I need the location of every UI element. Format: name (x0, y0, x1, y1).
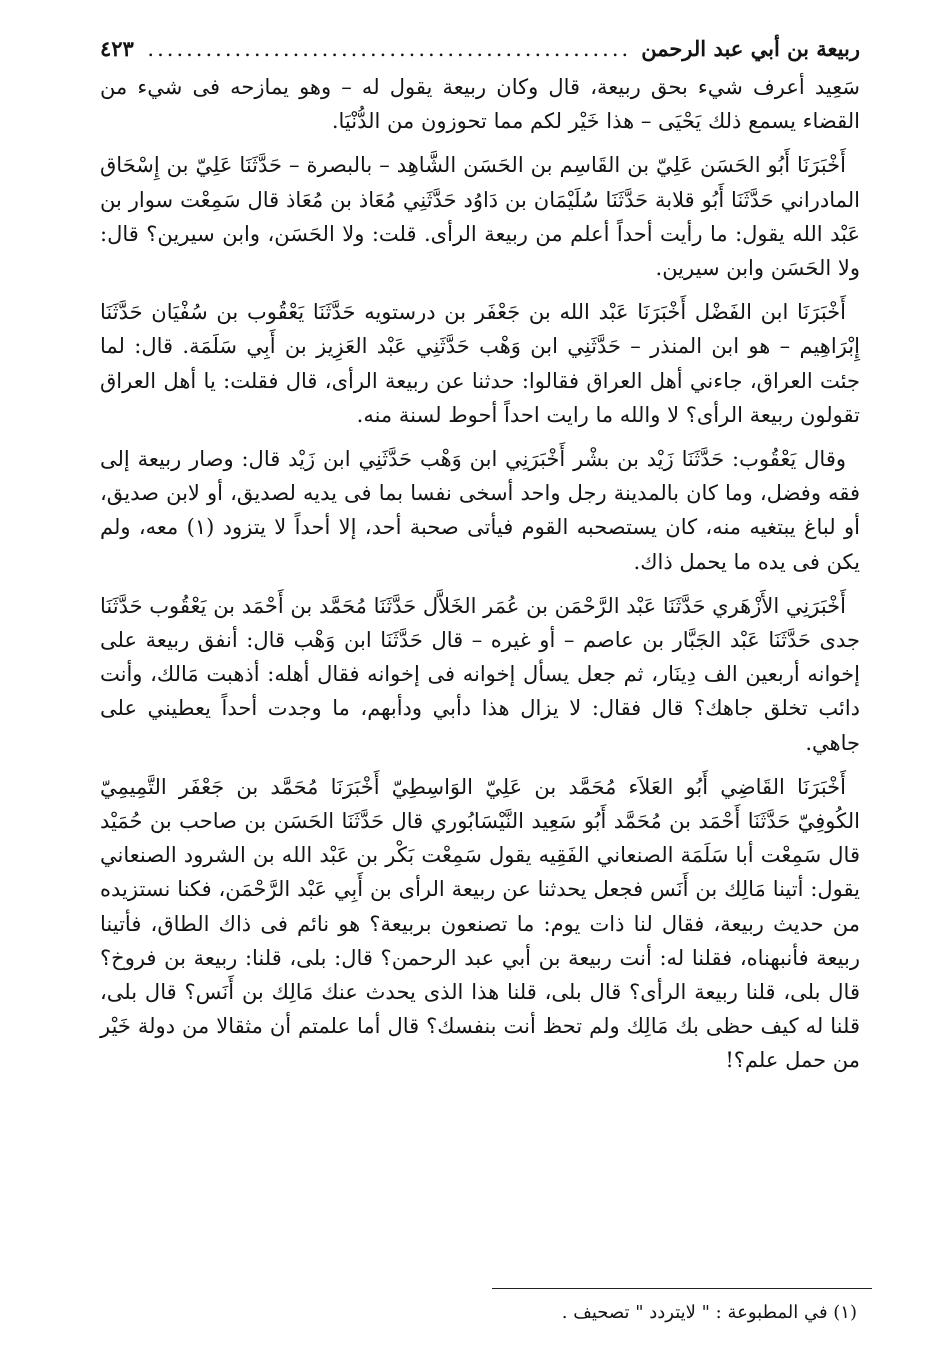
header-title: ربيعة بن أبي عبد الرحمن (641, 36, 860, 61)
paragraph-6: أَخْبَرَنَا القَاضِي أَبُو العَلاَء مُحَمَّد بن عَلِيّ الوَاسِطِيّ أَخْبَرَنَا مُحَمَّد بن جَعْفَر التَّمِيمِيّ الكُوفِيّ حَدَّثَنَا أَحْمَد بن مُحَمَّد أَبُو سَعِيد النَّيْسَابُوري قال حَدَّثَنَا الحَسَن بن صاحب بن حُمَيْد قال سَمِعْت أبا سَلَمَة الصنعاني الفَقِيه يقول سَمِعْت بَكْر بن عَبْد الله بن الشرود الصنعاني يقول: أتينا مَالِك بن أَنَس فجعل يحدثنا عن ربيعة الرأى بن أَبِي عَبْد الرَّحْمَن، فكنا نستزيده من حديث ربيعة، فقال لنا ذات يوم: ما تصنعون بربيعة؟ هو نائم فى ذاك الطاق، فأتينا ربيعة فأنبهناه، فقلنا له: أنت ربيعة بن أبي عبد الرحمن؟ قال: بلى، قلنا: ربيعة بن فروخ؟ قال بلى، قلنا ربيعة الرأى؟ قال بلى، قلنا هذا الذى يحدث عنك مَالِك بن أَنَس؟ قال بلى، قلنا له كيف حظى بك مَالِك ولم تحظ أنت بنفسك؟ قال أما علمتم أن مثقالا من دولة خَيْر من حمل علم؟! (100, 774, 860, 1073)
header-leader-dots (144, 30, 631, 68)
footnote-divider (492, 1288, 872, 1289)
paragraph-1: سَعِيد أعرف شيء بحق ربيعة، قال وكان ربيعة يقول له – وهو يمازحه فى شيء من القضاء يسمع ذلك يَحْيَى – هذا خَيْر لكم مما تحوزون من الدُّنْيَا. (100, 75, 860, 134)
main-text (100, 70, 860, 1078)
paragraph-3: أَخْبَرَنَا ابن الفَضْل أَخْبَرَنَا عَبْد الله بن جَعْفَر بن درستويه حَدَّثَنَا يَعْقُوب بن سُفْيَان حَدَّثَنَا إِبْرَاهِيم – هو ابن المنذر – حَدَّثَنِي ابن وَهْب حَدَّثَنِي عَبْد العَزِيز بن أَبِي سَلَمَة. قال: لما جئت العراق، جاءني أهل العراق فقالوا: حدثنا عن ربيعة الرأى، قال فقلت: يا أهل العراق تقولون ربيعة الرأى؟ لا والله ما رايت احداً أحوط لسنة منه. (100, 300, 860, 427)
page-number: ٤٢٣ (100, 36, 134, 61)
footnote: (١) في المطبوعة : " لايتردد " تصحيف . (561, 1302, 857, 1323)
paragraph-2: أَخْبَرَنَا أَبُو الحَسَن عَلِيّ بن القَاسِم بن الحَسَن الشَّاهِد – بالبصرة – حَدَّثَنَا عَلِيّ بن إِسْحَاق المادراني حَدَّثَنَا أَبُو قلابة حَدَّثَنَا سُلَيْمَان بن دَاوُد حَدَّثَنِي مُعَاذ بن مُعَاذ قال سَمِعْت سوار بن عَبْد الله يقول: ما رأيت أحداً أعلم من ربيعة الرأى. قلت: ولا الحَسَن، وابن سيرين؟ قال: ولا الحَسَن وابن سيرين. (100, 153, 860, 281)
running-header (100, 30, 860, 68)
paragraph-4: وقال يَعْقُوب: حَدَّثَنَا زَيْد بن بشْر أَخْبَرَنِي ابن وَهْب حَدَّثَنِي ابن زَيْد قال: وصار ربيعة إلى فقه وفضل، وما كان بالمدينة رجل واحد أسخى نفسا بما فى يديه لصديق، أو لابن صديق، أو لباغ يبتغيه منه، كان يستصحبه القوم فيأتى صحبة أحد، إلا أحداً لا يتزود (١) معه، ولم يكن فى يده ما يحمل ذاك. (100, 447, 860, 574)
paragraph-5: أَخْبَرَنِي الأَزْهَري حَدَّثَنَا عَبْد الرَّحْمَن بن عُمَر الخَلاَّل حَدَّثَنَا مُحَمَّد بن أَحْمَد بن يَعْقُوب حَدَّثَنَا جدى حَدَّثَنَا عَبْد الجَبَّار بن عاصم – أو غيره – قال حَدَّثَنَا ابن وَهْب قال: أنفق ربيعة على إخوانه أربعين الف دِينَار، ثم جعل يسأل إخوانه فى إخوانه فقال أهله: أذهبت مَالك، وأنت دائب تخلق جاهك؟ قال فقال: لا يزال هذا دأبي ودأبهم، ما وجدت أحداً يعطيني على جاهي. (100, 593, 860, 755)
book-page (100, 30, 860, 1088)
